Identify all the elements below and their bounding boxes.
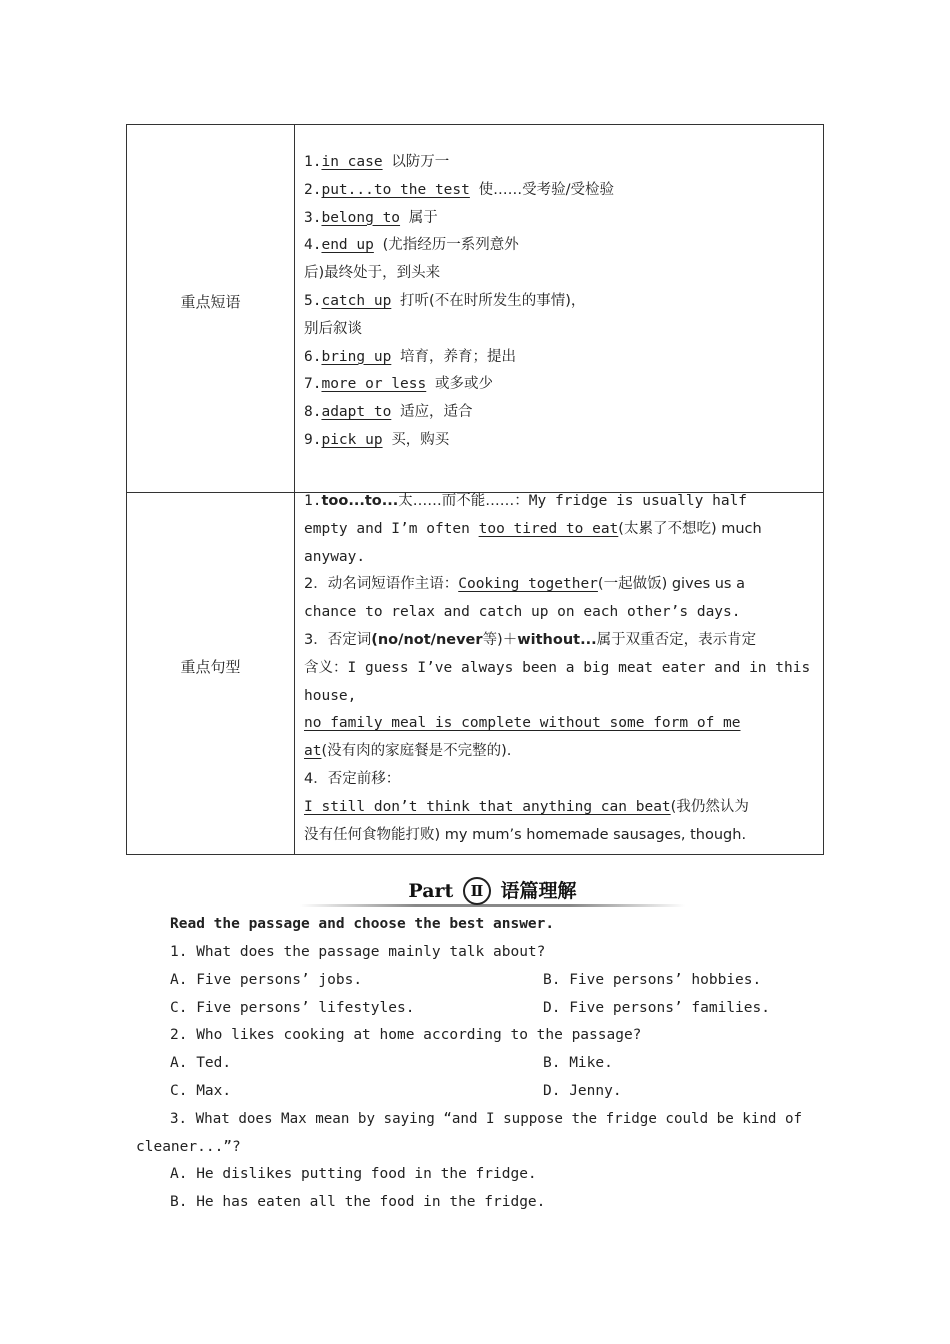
question-3: 3. What does Max mean by saying “and I suppose the fridge could be kind of [170,1111,803,1127]
option-1d: D. Five persons’ families. [543,1000,770,1016]
sentence-line: 3．否定词(no/not/never等)＋without...属于双重否定，表示肯定 [304,631,757,648]
sentences-cell [304,488,815,849]
phrase-item-continued: 后)最终处于，到头来 [304,265,441,282]
sentence-line [304,710,815,738]
sentence-line: chance to relax and catch up on each other’s days. [304,604,741,621]
phrases-label: 重点短语 [180,293,241,311]
phrase-answer: put...to the test [321,181,470,198]
question-2: 2. Who likes cooking at home according to the passage? [170,1027,642,1043]
phrase-item: 5.catch up 打听(不在时所发生的事情)， [304,292,586,309]
option-3b: B. He has eaten all the food in the fridge. [170,1194,546,1210]
option-1c: C. Five persons’ lifestyles. [170,1000,415,1016]
sentences-label: 重点句型 [180,658,241,676]
sentence-line: at(没有肉的家庭餐是不完整的). [304,743,512,760]
sentence-answer: Cooking together [458,576,598,593]
phrases-cell [304,149,815,455]
sentence-line: 4．否定前移： [304,770,401,787]
part-word: Part [408,880,454,902]
sentence-line: anyway. [304,548,366,565]
phrase-answer: bring up [321,348,392,365]
table-column-divider [294,125,295,854]
part-heading [300,874,685,910]
option-1b: B. Five persons’ hobbies. [543,972,762,988]
phrase-item: 2.put...to the test 使……受考验/受检验 [304,181,614,198]
sentence-line: 没有任何食物能打败) my mum’s homemade sausages, though. [304,826,747,843]
phrase-item: 3.belong to 属于 [304,209,438,226]
phrase-answer: more or less [321,376,427,393]
phrase-item: 1.in case 以防万一 [304,154,450,170]
phrase-answer: adapt to [321,404,392,421]
phrase-answer: pick up [321,431,383,448]
part-numeral-badge: Ⅱ [463,877,491,905]
sentence-answer: I still don’t think that anything can beat [304,798,671,815]
option-3a: A. He dislikes putting food in the fridge. [170,1166,537,1182]
option-2b: B. Mike. [543,1055,613,1071]
sentence-line: empty and I’m often too tired to eat(太累了不想吃) much [304,520,762,537]
sentence-line: 1.too...to...太……而不能……：My fridge is usually half [304,493,748,509]
option-2d: D. Jenny. [543,1083,622,1099]
sentence-line: house, [304,687,357,704]
question-1: 1. What does the passage mainly talk about? [170,944,546,960]
phrase-answer: in case [321,154,383,170]
phrase-item: 7.more or less 或多或少 [304,376,493,393]
sentence-line: 2．动名词短语作主语：Cooking together(一起做饭) gives us a [304,576,745,593]
option-2a: A. Ted. [170,1055,232,1071]
phrase-item: 8.adapt to 适应，适合 [304,404,473,421]
sentence-line: 含义：I guess I’ve always been a big meat eater and in this [304,659,811,676]
phrase-answer: belong to [321,209,401,226]
key-points-table [126,124,824,855]
sentence-answer: no family meal is complete without some form of me [304,715,741,732]
option-2c: C. Max. [170,1083,232,1099]
phrase-item: 6.bring up 培育，养育；提出 [304,348,517,365]
option-1a: A. Five persons’ jobs. [170,972,363,988]
phrase-answer: end up [321,237,374,254]
phrase-item: 4.end up (尤指经历一系列意外 [304,237,519,254]
phrase-item-continued: 别后叙谈 [304,320,362,337]
reading-instruction: Read the passage and choose the best answer. [170,916,555,932]
part-title: 语篇理解 [500,880,577,902]
phrase-item: 9.pick up 买，购买 [304,431,450,448]
sentence-line: I still don’t think that anything can beat(我仍然认为 [304,798,749,815]
phrase-answer: catch up [321,292,392,309]
question-3-continued: cleaner...”? [136,1139,241,1155]
sentence-answer: too tired to eat [478,520,619,537]
sentence-answer: at [304,743,322,760]
